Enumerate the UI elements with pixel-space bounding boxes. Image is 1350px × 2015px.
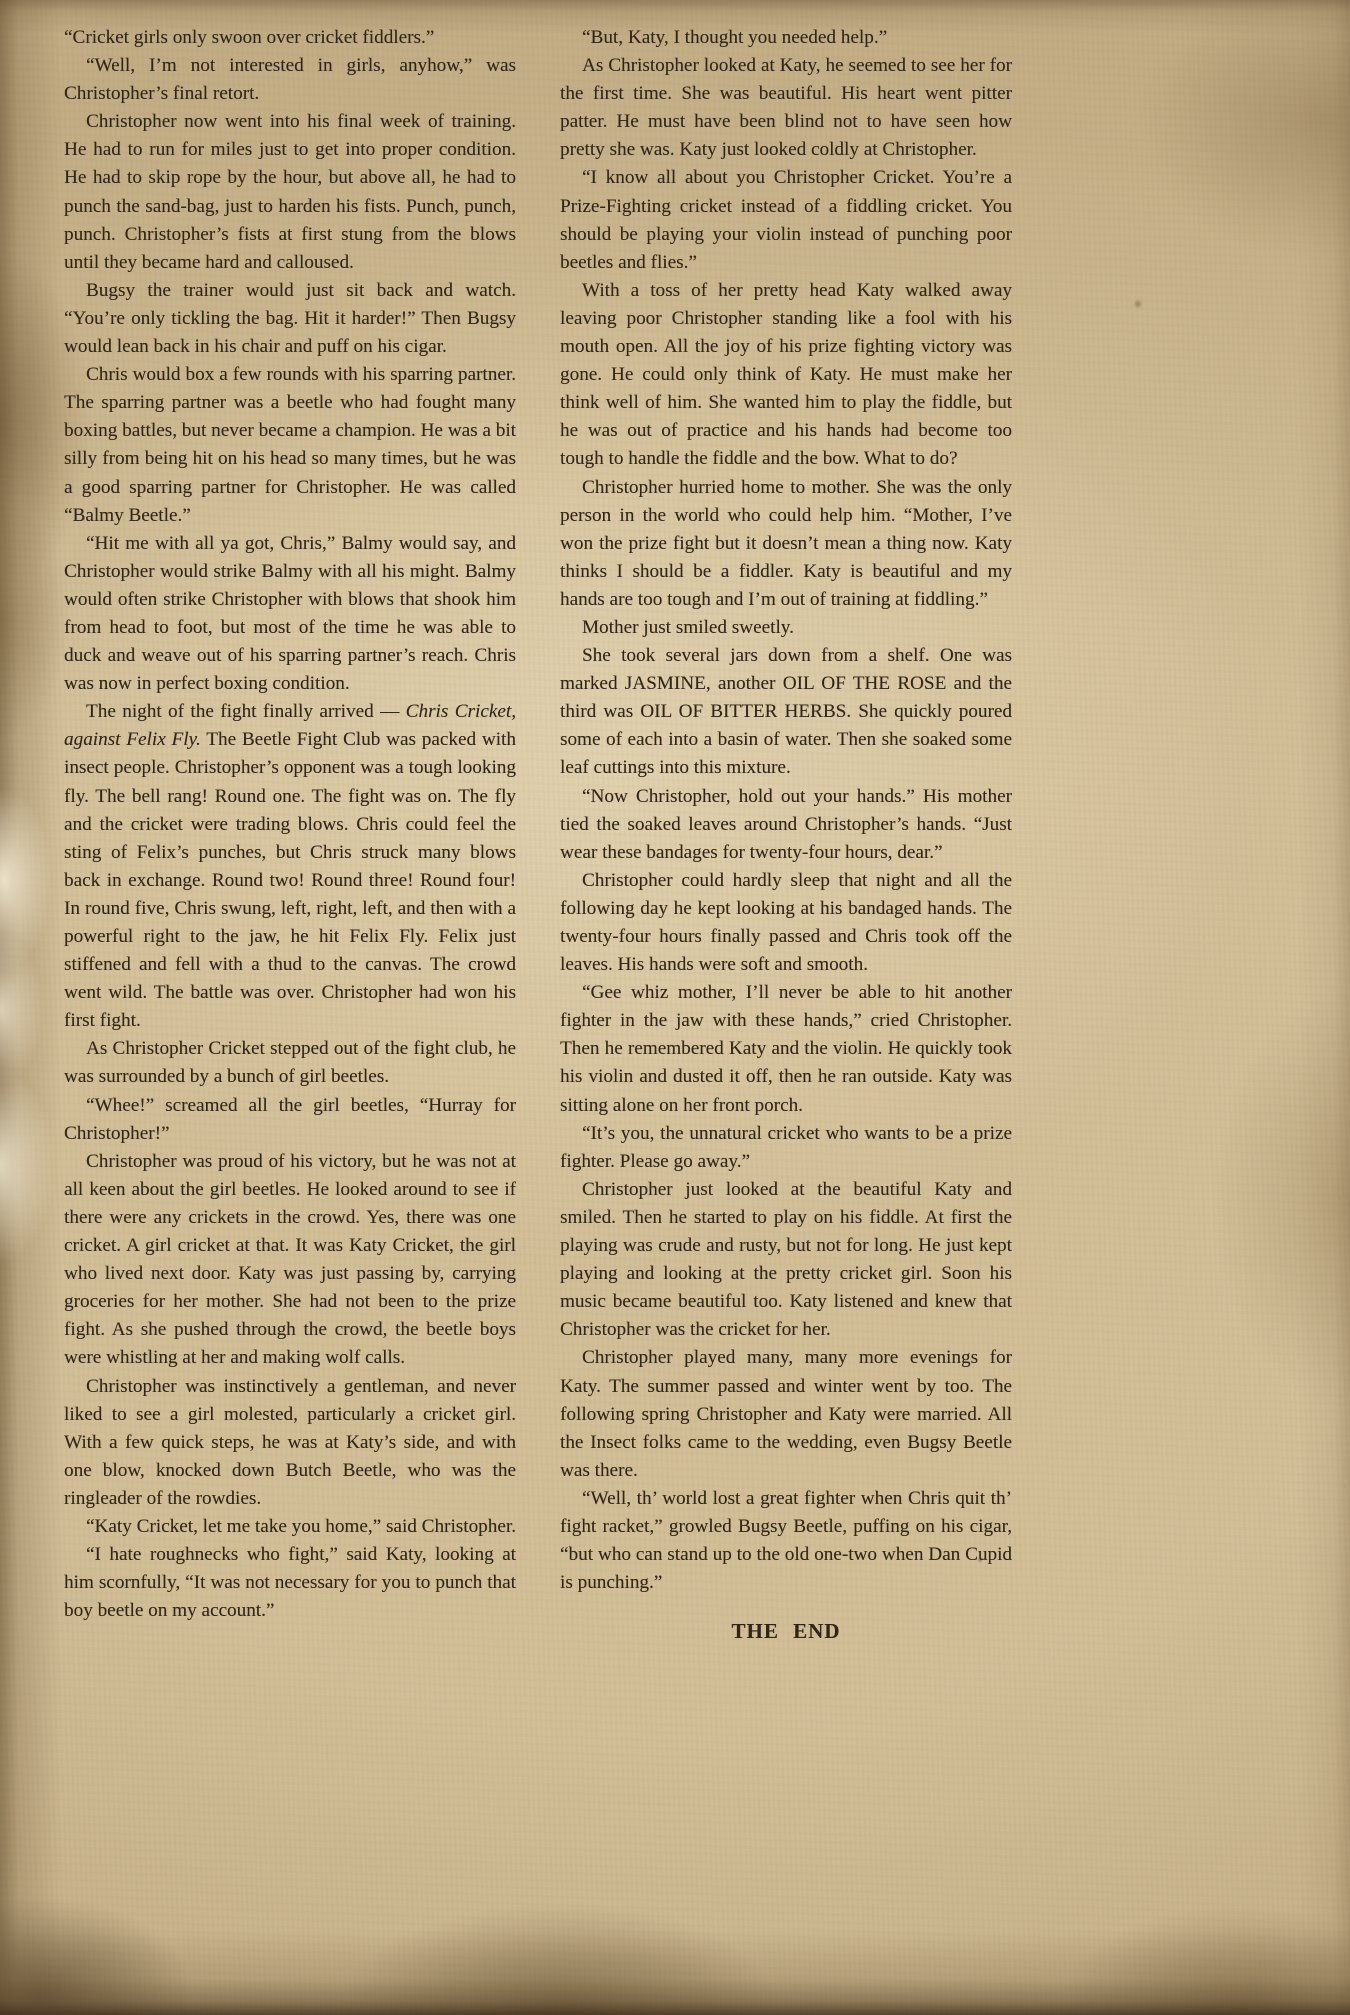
text-run: “Well, th’ world lost a great fighter when Chris quit th’ fight racket,” growled Bugsy Beetle, puffing on his cigar, “but who can stand up to the old one-two when Dan Cupid is punching.”	[560, 1487, 1012, 1594]
text-run: The Beetle Fight Club was packed with insect people. Christopher’s opponent was a tough looking fly. The bell rang! Round one. The fight was on. The fly and the cricket were trading blows. Chris could feel the sting of Felix’s punches, but Chris struck many blows back in exchange. Round two! Round three! Round four! In round five, Chris swung, left, right, left, and then with a powerful right to the jaw, he hit Felix Fly. Felix just stiffened and fell with a thud to the canvas. The crowd went wild. The battle was over. Christopher had won his first fight.	[64, 729, 516, 1032]
story-paragraph	[560, 164, 1012, 276]
text-run: “It’s you, the unnatural cricket who wants to be a prize fighter. Please go away.”	[560, 1122, 1012, 1172]
story-paragraph	[560, 642, 1012, 782]
story-paragraph	[64, 108, 516, 277]
story-paragraph	[560, 1120, 1012, 1176]
text-run: Bugsy the trainer would just sit back and watch. “You’re only tickling the bag. Hit it harder!” Then Bugsy would lean back in his chair and puff on his cigar.	[64, 279, 516, 358]
text-column-right	[560, 24, 1012, 2004]
story-paragraph	[64, 1513, 516, 1541]
text-run: “I hate roughnecks who fight,” said Katy, looking at him scornfully, “It was not necessary for you to punch that boy beetle on my account.”	[64, 1544, 516, 1622]
text-column-left	[64, 24, 516, 2004]
story-paragraph	[560, 1485, 1012, 1597]
text-run: “Now Christopher, hold out your hands.” His mother tied the soaked leaves around Christopher’s hands. “Just wear these bandages for twenty-four hours, dear.”	[560, 785, 1012, 863]
the-end-label	[560, 1617, 1012, 1645]
story-paragraph	[64, 1148, 516, 1373]
text-run: Christopher just looked at the beautiful Katy and smiled. Then he started to play on his fiddle. At first the playing was crude and rusty, but not for long. He just kept playing and looking at the pretty cricket girl. Soon his music became beautiful too. Katy listened and knew that Christopher was the cricket for her.	[560, 1178, 1012, 1341]
text-run: “Katy Cricket, let me take you home,” said Christopher.	[86, 1515, 516, 1537]
story-paragraph	[560, 979, 1012, 1119]
story-paragraph	[64, 24, 516, 52]
text-run: As Christopher looked at Katy, he seemed to see her for the first time. She was beautiful. His heart went pitter patter. He must have been blind not to have seen how pretty she was. Katy just looked coldly at Christopher.	[560, 55, 1012, 161]
story-paragraph	[560, 24, 1012, 52]
story-paragraph	[560, 1176, 1012, 1345]
story-paragraph	[64, 52, 516, 108]
text-run: Christopher hurried home to mother. She was the only person in the world who could help him. “Mother, I’ve won the prize fight but it doesn’t mean a thing now. Katy thinks I should be a fiddler. Katy is beautiful and my hands are too tough and I’m out of training at fiddling.”	[560, 476, 1012, 610]
text-run: “Gee whiz mother, I’ll never be able to hit another fighter in the jaw with these hands,” cried Christopher. Then he remembered Katy and the violin. He quickly took his violin and dusted it off, then he ran outside. Katy was sitting alone on her front porch.	[560, 982, 1012, 1116]
story-paragraph	[560, 614, 1012, 642]
story-paragraph	[560, 867, 1012, 979]
story-paragraph	[560, 1344, 1012, 1484]
story-paragraph	[64, 361, 516, 530]
text-run: Christopher could hardly sleep that night and all the following day he kept looking at his bandaged hands. The twenty-four hours finally passed and Chris took off the leaves. His hands were soft and smooth.	[560, 869, 1012, 976]
text-run: “But, Katy, I thought you needed help.”	[582, 27, 888, 48]
story-paragraph	[560, 277, 1012, 474]
story-paragraph	[64, 1092, 516, 1148]
story-paragraph	[560, 474, 1012, 614]
story-paragraph	[64, 530, 516, 699]
story-paragraph	[64, 1373, 516, 1513]
text-run: As Christopher Cricket stepped out of the fight club, he was surrounded by a bunch of girl beetles.	[64, 1038, 516, 1088]
text-run: “Whee!” screamed all the girl beetles, “Hurray for Christopher!”	[64, 1094, 516, 1144]
text-run: Christopher played many, many more evenings for Katy. The summer passed and winter went by too. The following spring Christopher and Katy were married. All the Insect folks came to the wedding, even Bugsy Beetle was there.	[560, 1347, 1012, 1481]
story-paragraph	[560, 52, 1012, 164]
text-run: THE END	[731, 1619, 841, 1644]
text-run: Mother just smiled sweetly.	[582, 616, 794, 638]
italic-text-run: Chris Cricket, against Felix Fly.	[64, 701, 516, 751]
text-run: Christopher was instinctively a gentleman, and never liked to see a girl molested, particularly a cricket girl. With a few quick steps, he was at Katy’s side, and with one blow, knocked down Butch Beetle, who was the ringleader of the rowdies.	[64, 1375, 516, 1509]
story-text-area	[64, 24, 1012, 2004]
text-run: Chris would box a few rounds with his sparring partner. The sparring partner was a beetle who had fought many boxing battles, but never became a champion. He was a bit silly from being hit on his head so many times, but he was a good sparring partner for Christopher. He was called “Balmy Beetle.”	[64, 364, 516, 526]
text-run: She took several jars down from a shelf. One was marked JASMINE, another OIL OF THE ROSE and the third was OIL OF BITTER HERBS. She quickly poured some of each into a basin of water. Then she soaked some leaf cuttings into this mixture.	[560, 645, 1012, 779]
text-run: “Well, I’m not interested in girls, anyhow,” was Christopher’s final retort.	[64, 55, 516, 105]
text-run: “Hit me with all ya got, Chris,” Balmy would say, and Christopher would strike Balmy with all his might. Balmy would often strike Christopher with blows that shook him from head to foot, but most of the time he was able to duck and weave out of his sparring partner’s reach. Chris was now in perfect boxing condition.	[64, 532, 516, 695]
text-run: The night of the fight finally arrived —	[86, 701, 406, 723]
text-run: With a toss of her pretty head Katy walked away leaving poor Christopher standing like a fool with his mouth open. All the joy of his prize fighting victory was gone. He could only think of Katy. He must make her think well of him. She wanted him to play the fiddle, but he was out of practice and his hands had become too tough to handle the fiddle and the bow. What to do?	[560, 279, 1012, 470]
text-run: “Cricket girls only swoon over cricket fiddlers.”	[64, 27, 435, 48]
story-paragraph	[64, 1541, 516, 1625]
text-run: Christopher now went into his final week of training. He had to run for miles just to get into proper condition. He had to skip rope by the hour, but above all, he had to punch the sand-bag, just to harden his fists. Punch, punch, punch. Christopher’s fists at first stung from the blows until they became hard and calloused.	[64, 111, 516, 273]
story-paragraph	[64, 277, 516, 361]
story-paragraph	[64, 698, 516, 1035]
story-paragraph	[64, 1035, 516, 1091]
text-run: Christopher was proud of his victory, but he was not at all keen about the girl beetles. He looked around to see if there were any crickets in the crowd. Yes, there was one cricket. A girl cricket at that. It was Katy Cricket, the girl who lived next door. Katy was just passing by, carrying groceries for her mother. She had not been to the prize fight. As she pushed through the crowd, the beetle boys were whistling at her and making wolf calls.	[64, 1150, 516, 1369]
text-run: “I know all about you Christopher Cricket. You’re a Prize-Fighting cricket instead of a fiddling cricket. You should be playing your violin instead of punching poor beetles and flies.”	[560, 167, 1012, 273]
story-paragraph	[560, 783, 1012, 867]
